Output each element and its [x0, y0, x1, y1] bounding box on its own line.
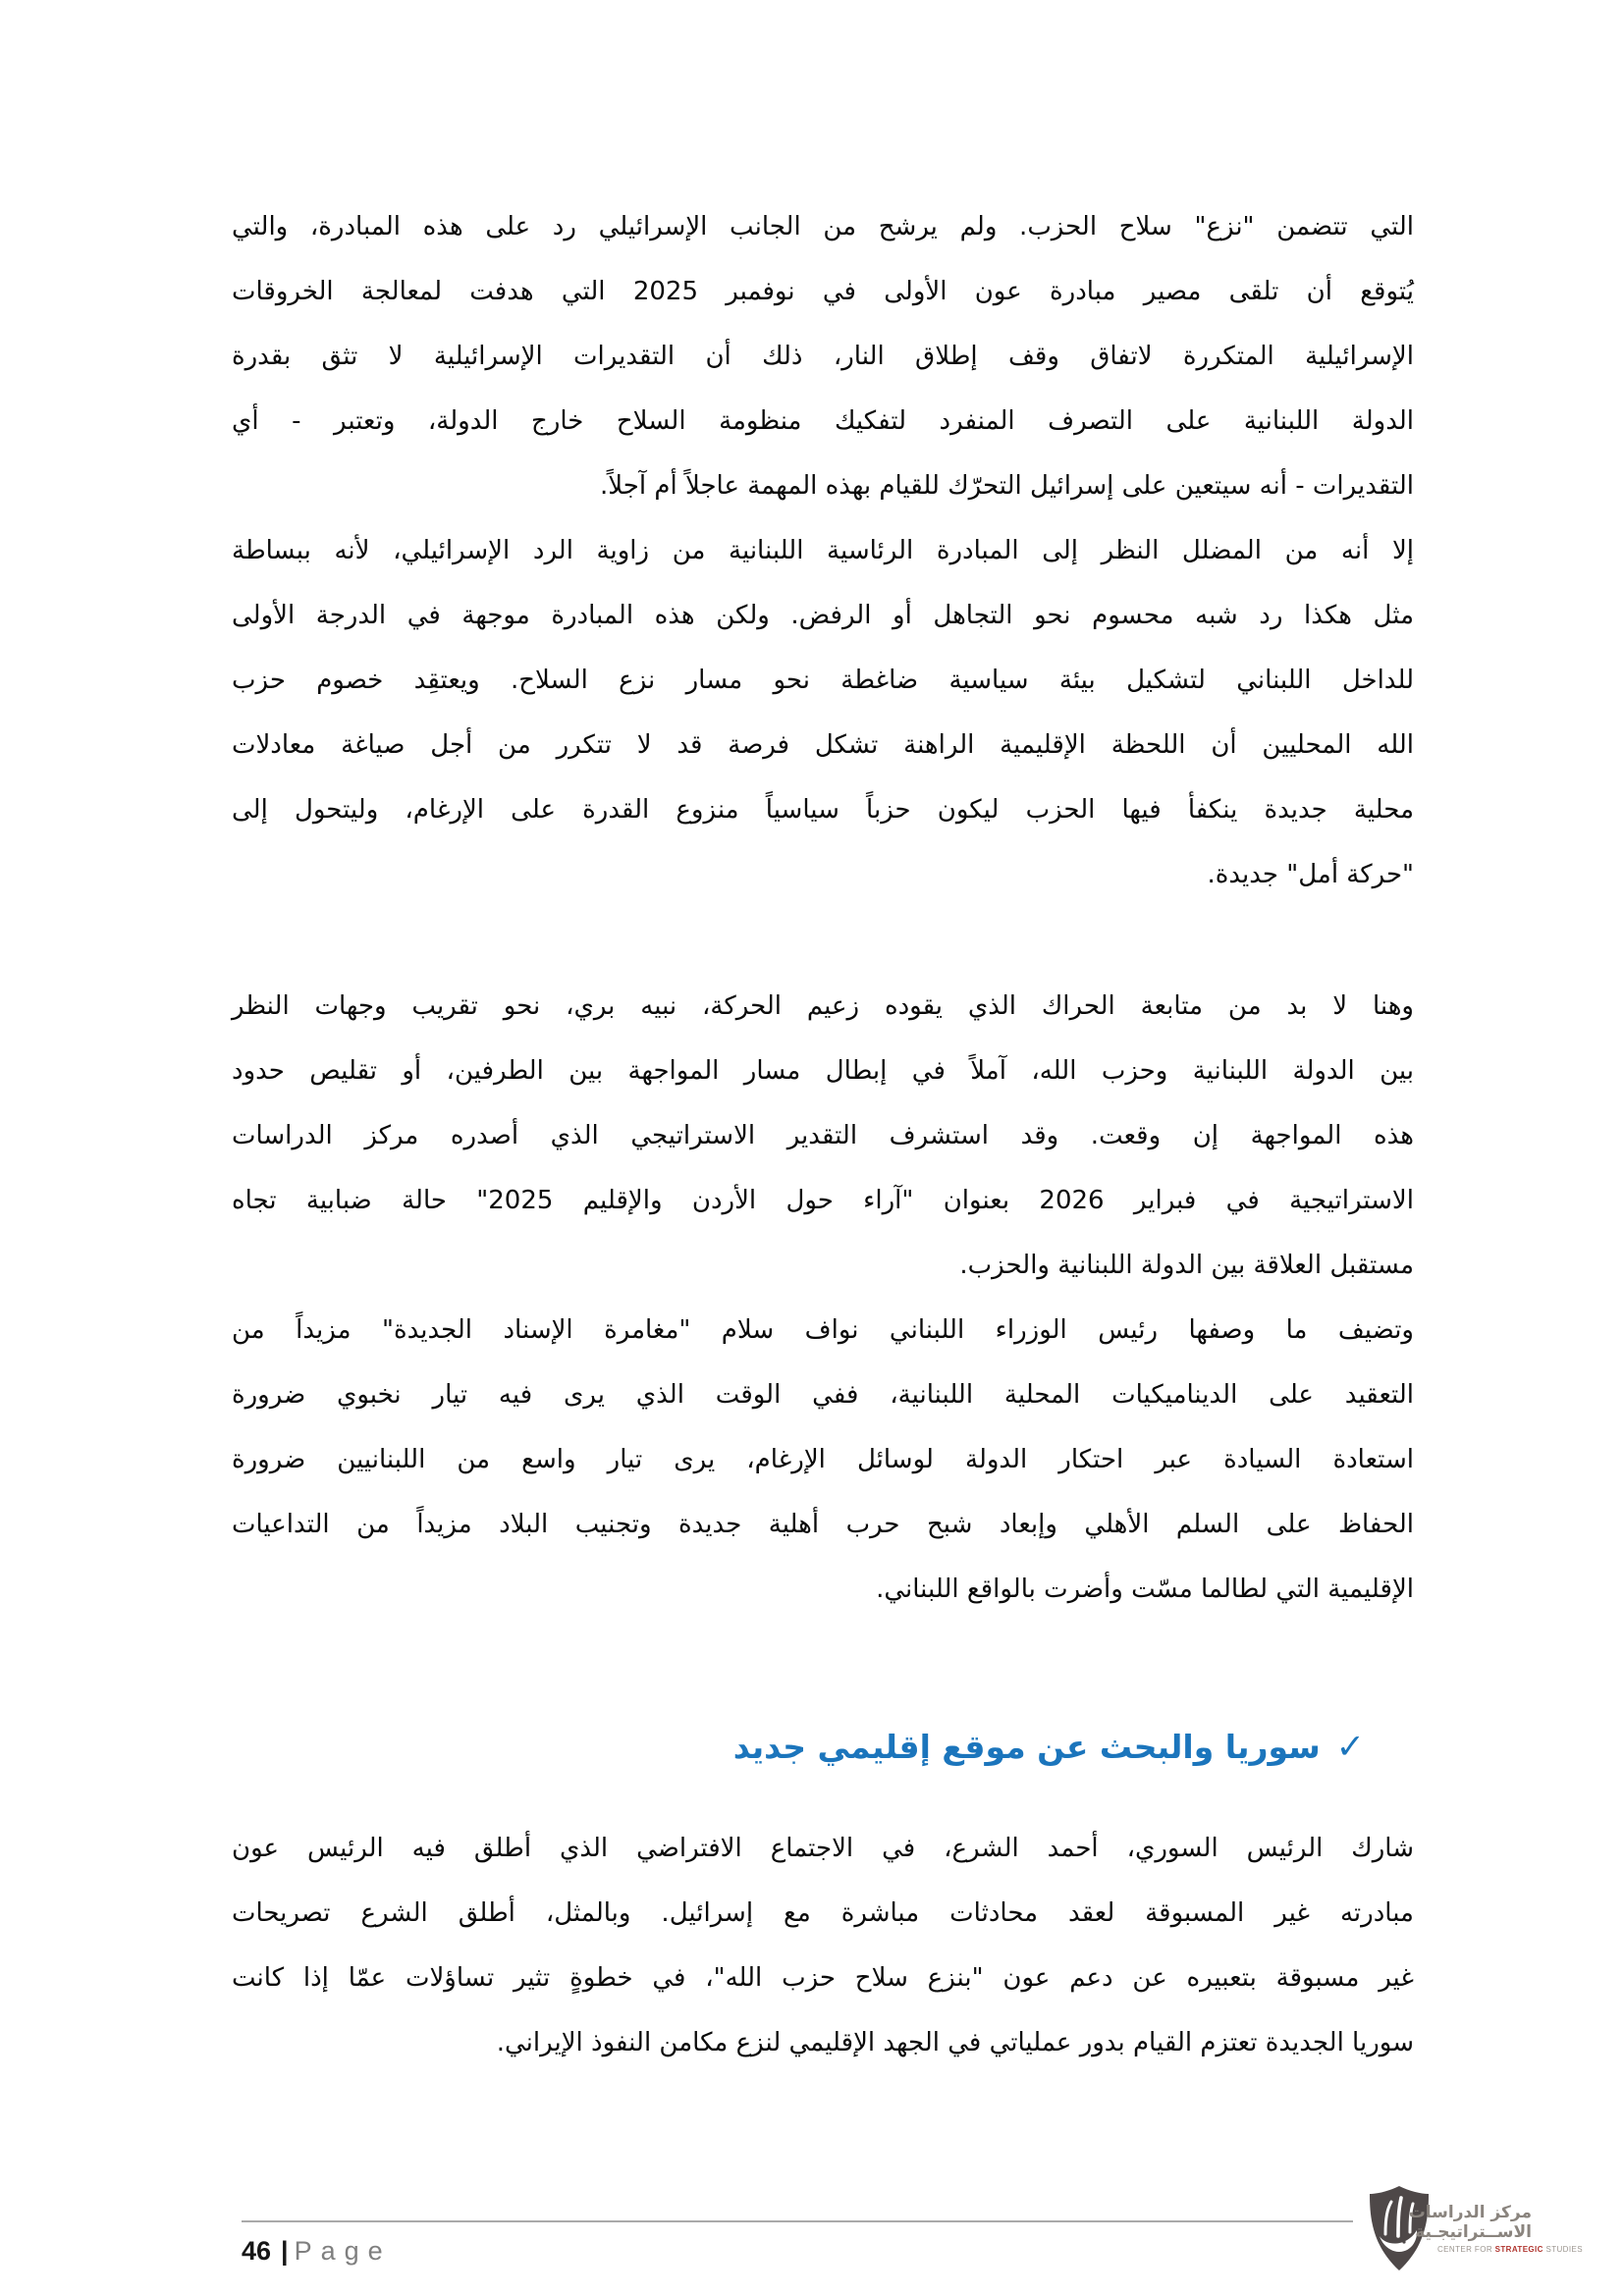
- text-line: الله المحليين أن اللحظة الإقليمية الراهنة تشكل فرصة قد لا تتكرر من أجل صياغة معادلات: [232, 730, 1414, 760]
- paragraph-1: [232, 194, 1414, 518]
- text-line: استعادة السيادة عبر احتكار الدولة لوسائل الإرغام، يرى تيار واسع من اللبنانيين ضرورة: [232, 1445, 1414, 1474]
- section-heading: [733, 1713, 1365, 1782]
- logo-name-english: [1437, 2245, 1583, 2254]
- text-line: "حركة أمل" جديدة.: [1207, 860, 1414, 889]
- center-logo: [1367, 2185, 1583, 2271]
- text-line: وتضيف ما وصفها رئيس الوزراء اللبناني نواف سلام "مغامرة الإسناد الجديدة" مزيداً من: [232, 1315, 1414, 1345]
- text-line: الدولة اللبنانية على التصرف المنفرد لتفكيك منظومة السلاح خارج الدولة، وتعتبر - أي: [232, 406, 1414, 436]
- logo-text: [1408, 2203, 1583, 2254]
- text-line: شارك الرئيس السوري، أحمد الشرع، في الاجتماع الافتراضي الذي أطلق فيه الرئيس عون: [232, 1834, 1414, 1863]
- footer-pipe: |: [281, 2236, 289, 2266]
- logo-en-part1: CENTER FOR: [1437, 2245, 1495, 2254]
- text-line: للداخل اللبناني لتشكيل بيئة سياسية ضاغطة نحو مسار نزع السلاح. ويعتقِد خصوم حزب: [232, 666, 1414, 695]
- paragraph-3: [232, 974, 1414, 1298]
- text-line: سوريا الجديدة تعتزم القيام بدور عملياتي في الجهد الإقليمي لنزع مكامن النفوذ الإيراني.: [496, 2028, 1414, 2057]
- paragraph-5: [232, 1816, 1414, 2075]
- footer-divider-line: [242, 2220, 1353, 2222]
- footer-page-label: Page: [294, 2236, 392, 2266]
- text-line: وهنا لا بد من متابعة الحراك الذي يقوده زعيم الحركة، نبيه بري، نحو تقريب وجهات النظر: [232, 991, 1414, 1021]
- check-bullet-icon: ✓: [1335, 1728, 1365, 1767]
- text-line: إلا أنه من المضلل النظر إلى المبادرة الرئاسية اللبنانية من زاوية الرد الإسرائيلي، لأنه ببساطة: [232, 536, 1414, 565]
- logo-name-arabic-line2: الاســتراتيجـية: [1415, 2222, 1532, 2242]
- text-line: هذه المواجهة إن وقعت. وقد استشرف التقدير الاستراتيجي الذي أصدره مركز الدراسات: [232, 1121, 1414, 1150]
- text-line: مبادرته غير المسبوقة لعقد محادثات مباشرة مع إسرائيل. وبالمثل، أطلق الشرع تصريحات: [232, 1898, 1414, 1928]
- text-line: الحفاظ على السلم الأهلي وإبعاد شبح حرب أهلية جديدة وتجنيب البلاد مزيداً من التداعيات: [232, 1510, 1414, 1539]
- page-number: 46: [242, 2236, 272, 2266]
- page-number-footer: [242, 2236, 392, 2267]
- text-line: التقديرات - أنه سيتعين على إسرائيل التحرّك للقيام بهذه المهمة عاجلاً أم آجلاً.: [600, 471, 1414, 501]
- paragraph-2: [232, 518, 1414, 907]
- logo-name-arabic-line1: مركز الدراسات: [1408, 2203, 1532, 2222]
- logo-en-part2: STUDIES: [1543, 2245, 1583, 2254]
- text-line: التعقيد على الديناميكيات المحلية اللبنانية، ففي الوقت الذي يرى فيه تيار نخبوي ضرورة: [232, 1380, 1414, 1410]
- text-line: مستقبل العلاقة بين الدولة اللبنانية والحزب.: [959, 1251, 1414, 1280]
- paragraph-4: [232, 1298, 1414, 1622]
- logo-en-highlight: STRATEGIC: [1494, 2245, 1543, 2254]
- text-line: بين الدولة اللبنانية وحزب الله، آملاً في إبطال مسار المواجهة بين الطرفين، أو تقليص حدود: [232, 1056, 1414, 1086]
- text-line: غير مسبوقة بتعبيره عن دعم عون "بنزع سلاح حزب الله"، في خطوةٍ تثير تساؤلات عمّا إذا كانت: [232, 1963, 1414, 1993]
- section-heading-text: سوريا والبحث عن موقع إقليمي جديد: [732, 1728, 1321, 1766]
- text-line: يُتوقع أن تلقى مصير مبادرة عون الأولى في نوفمبر 2025 التي هدفت لمعالجة الخروقات: [232, 277, 1415, 306]
- text-line: الاستراتيجية في فبراير 2026 بعنوان "آراء حول الأردن والإقليم 2025" حالة ضبابية تجاه: [232, 1186, 1414, 1215]
- text-line: مثل هكذا رد شبه محسوم نحو التجاهل أو الرفض. ولكن هذه المبادرة موجهة في الدرجة الأولى: [232, 601, 1414, 630]
- text-line: التي تتضمن "نزع" سلاح الحزب. ولم يرشح من الجانب الإسرائيلي رد على هذه المبادرة، والتي: [232, 212, 1414, 241]
- text-line: الإسرائيلية المتكررة لاتفاق وقف إطلاق النار، ذلك أن التقديرات الإسرائيلية لا تثق بقدرة: [232, 342, 1414, 371]
- text-line: محلية جديدة ينكفأ فيها الحزب ليكون حزباً سياسياً منزوع القدرة على الإرغام، وليتحول إلى: [232, 795, 1414, 825]
- text-line: الإقليمية التي لطالما مسّت وأضرت بالواقع اللبناني.: [876, 1575, 1414, 1604]
